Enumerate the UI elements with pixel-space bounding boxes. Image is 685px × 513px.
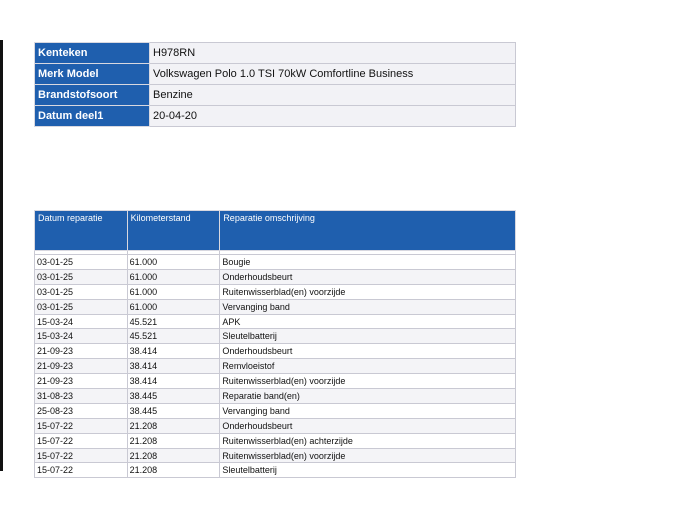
cell-date: 21-09-23 — [35, 374, 128, 389]
table-row — [35, 389, 516, 404]
cell-description: Onderhoudsbeurt — [220, 418, 516, 433]
cell-description: Reparatie band(en) — [220, 389, 516, 404]
cell-description: APK — [220, 314, 516, 329]
cell-description: Ruitenwisserblad(en) voorzijde — [220, 284, 516, 299]
cell-description: Ruitenwisserblad(en) voorzijde — [220, 374, 516, 389]
cell-date: 25-08-23 — [35, 403, 128, 418]
vehicle-row-brandstofsoort — [35, 85, 516, 106]
table-row — [35, 374, 516, 389]
field-label: Datum deel1 — [35, 106, 150, 127]
field-label: Kenteken — [35, 43, 150, 64]
page-edge-bar — [0, 40, 3, 471]
table-row — [35, 463, 516, 478]
cell-date: 03-01-25 — [35, 284, 128, 299]
cell-mileage: 45.521 — [127, 329, 220, 344]
vehicle-row-datum-deel1 — [35, 106, 516, 127]
cell-date: 15-07-22 — [35, 433, 128, 448]
cell-date: 15-07-22 — [35, 418, 128, 433]
cell-mileage: 21.208 — [127, 418, 220, 433]
cell-mileage: 38.445 — [127, 389, 220, 404]
table-row — [35, 448, 516, 463]
table-row — [35, 344, 516, 359]
cell-description: Bougie — [220, 255, 516, 270]
field-value: 20-04-20 — [150, 106, 516, 127]
column-header-description: Reparatie omschrijving — [220, 211, 516, 251]
vehicle-info-table — [34, 42, 516, 127]
cell-date: 15-07-22 — [35, 463, 128, 478]
cell-mileage: 61.000 — [127, 255, 220, 270]
cell-description: Ruitenwisserblad(en) achterzijde — [220, 433, 516, 448]
cell-description: Onderhoudsbeurt — [220, 269, 516, 284]
cell-date: 31-08-23 — [35, 389, 128, 404]
vehicle-row-merk-model — [35, 64, 516, 85]
field-label: Brandstofsoort — [35, 85, 150, 106]
cell-date: 03-01-25 — [35, 299, 128, 314]
cell-date: 15-07-22 — [35, 448, 128, 463]
cell-description: Ruitenwisserblad(en) voorzijde — [220, 448, 516, 463]
repair-rows — [35, 251, 516, 478]
cell-date: 21-09-23 — [35, 359, 128, 374]
cell-description: Vervanging band — [220, 403, 516, 418]
table-row — [35, 314, 516, 329]
repair-history-table — [34, 210, 516, 478]
cell-mileage: 21.208 — [127, 448, 220, 463]
table-row — [35, 359, 516, 374]
table-row — [35, 255, 516, 270]
cell-mileage: 45.521 — [127, 314, 220, 329]
field-value: Volkswagen Polo 1.0 TSI 70kW Comfortline Business — [150, 64, 516, 85]
cell-mileage: 21.208 — [127, 463, 220, 478]
column-header-mileage: Kilometerstand — [127, 211, 220, 251]
cell-description: Remvloeistof — [220, 359, 516, 374]
table-row — [35, 269, 516, 284]
field-value: Benzine — [150, 85, 516, 106]
table-row — [35, 329, 516, 344]
cell-date: 15-03-24 — [35, 329, 128, 344]
cell-mileage: 61.000 — [127, 284, 220, 299]
table-row — [35, 284, 516, 299]
vehicle-row-kenteken — [35, 43, 516, 64]
cell-mileage: 21.208 — [127, 433, 220, 448]
cell-date: 15-03-24 — [35, 314, 128, 329]
table-row — [35, 433, 516, 448]
field-value: H978RN — [150, 43, 516, 64]
table-row — [35, 418, 516, 433]
repair-header-row — [35, 211, 516, 251]
cell-date: 21-09-23 — [35, 344, 128, 359]
cell-description: Vervanging band — [220, 299, 516, 314]
column-header-date: Datum reparatie — [35, 211, 128, 251]
field-label: Merk Model — [35, 64, 150, 85]
cell-mileage: 38.445 — [127, 403, 220, 418]
cell-mileage: 38.414 — [127, 359, 220, 374]
cell-mileage: 38.414 — [127, 344, 220, 359]
cell-description: Onderhoudsbeurt — [220, 344, 516, 359]
cell-description: Sleutelbatterij — [220, 329, 516, 344]
cell-date: 03-01-25 — [35, 269, 128, 284]
cell-mileage: 61.000 — [127, 269, 220, 284]
table-row — [35, 299, 516, 314]
cell-date: 03-01-25 — [35, 255, 128, 270]
cell-description: Sleutelbatterij — [220, 463, 516, 478]
table-row — [35, 403, 516, 418]
cell-mileage: 61.000 — [127, 299, 220, 314]
cell-mileage: 38.414 — [127, 374, 220, 389]
